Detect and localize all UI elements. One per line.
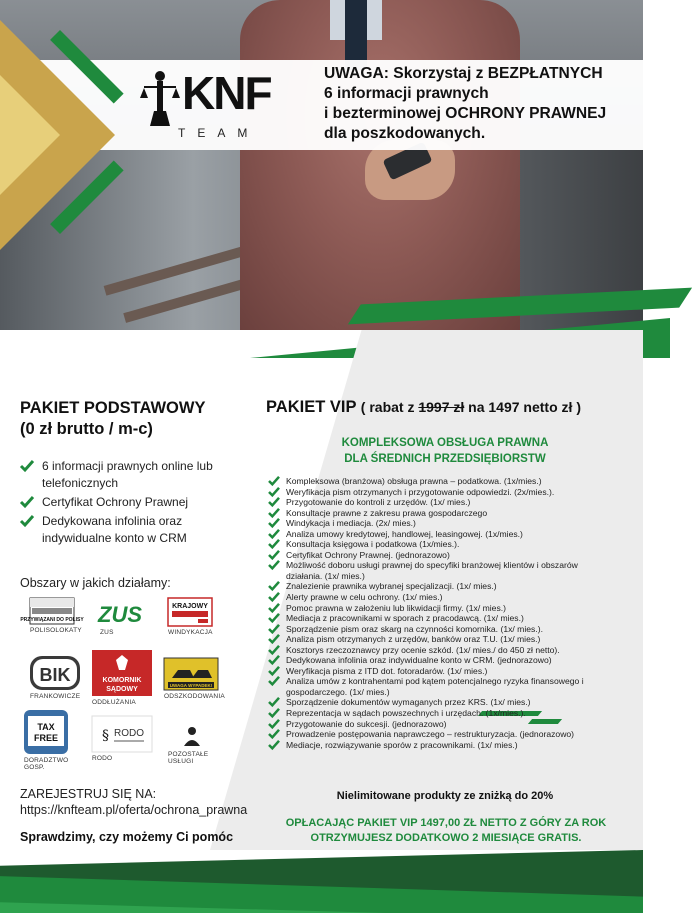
logo-mark: KNF	[182, 67, 271, 119]
list-item-text: 6 informacji prawnych online lub telefonicznych	[42, 459, 213, 490]
list-item-text: Certyfikat Ochrony Prawnej. (jednorazowo)	[286, 549, 450, 560]
area-label: POZOSTAŁE USŁUGI	[168, 751, 209, 765]
basic-package-list	[20, 458, 250, 547]
check-icon	[268, 550, 280, 560]
vip-offer: OPŁACAJĄC PAKIET VIP 1497,00 ZŁ NETTO Z GÓRY ZA ROK OTRZYMUJESZ DODATKOWO 2 MIESIĄCE GRATIS.	[285, 817, 607, 844]
bik-icon	[30, 656, 80, 690]
list-item	[20, 458, 250, 492]
svg-text:ZUS: ZUS	[98, 602, 142, 627]
logo-sub: TEAM	[178, 126, 260, 140]
list-item-text: Weryfikacja pism otrzymanych i przygotowanie odpowiedzi. (2x/mies.).	[286, 486, 555, 497]
gold-chevron-inner	[0, 75, 60, 195]
area-label: WINDYKACJA	[168, 629, 213, 636]
svg-text:FREE: FREE	[33, 733, 59, 743]
svg-text:BIK: BIK	[39, 665, 71, 685]
svg-text:TAX: TAX	[37, 722, 55, 732]
area-rodo	[92, 716, 172, 762]
vip-discount: ( rabat z 1997 zł na 1497 netto zł )	[360, 399, 581, 415]
area-odszkodowania	[164, 658, 244, 700]
check-icon	[268, 719, 280, 729]
vip-subtitle: KOMPLEKSOWA OBSŁUGA PRAWNA DLA ŚREDNICH PRZEDSIĘBIORSTW	[341, 437, 549, 465]
list-item	[268, 729, 598, 740]
check-icon	[268, 508, 280, 518]
person-icon	[182, 726, 202, 748]
list-item-text: Certyfikat Ochrony Prawnej	[42, 495, 189, 509]
area-label: ZUS	[100, 629, 114, 636]
polisy-icon	[20, 598, 84, 624]
list-item-text: Analiza umowy kredytowej, handlowej, leasingowej. (1x/mies.)	[286, 528, 523, 539]
vip-package-title	[266, 398, 581, 417]
list-item-text: Kompleksowa (branżowa) obsługa prawna – podatkowa. (1x/mies.)	[286, 476, 542, 486]
list-item-text: Konsultacja księgowa i podatkowa (1x/mies.).	[286, 539, 460, 550]
list-item	[268, 676, 598, 697]
register-url[interactable]: https://knfteam.pl/oferta/ochrona_prawna	[20, 803, 248, 817]
list-item-text: Weryfikacja pisma z ITD dot. fotoradarów. (1x/ mies.)	[286, 665, 488, 676]
rodo-icon	[92, 716, 152, 752]
list-item-text: Reprezentacja w sądach powszechnych i urzędach. (1x/mies.).	[286, 708, 526, 719]
basic-package	[20, 398, 250, 549]
check-icon	[268, 476, 280, 486]
basic-package-title: PAKIET PODSTAWOWY (0 zł brutto / m-c)	[20, 399, 206, 438]
list-item	[268, 476, 598, 487]
check-icon	[268, 487, 280, 497]
check-icon	[268, 581, 280, 591]
list-item	[20, 494, 250, 511]
list-item	[268, 581, 598, 592]
area-windykacja	[168, 598, 248, 636]
check-icon	[268, 624, 280, 634]
check-icon	[268, 729, 280, 739]
list-item-text: Przygotowanie do sukcesji. (jednorazowo)	[286, 718, 447, 729]
list-item	[268, 592, 598, 603]
zus-icon	[100, 600, 140, 626]
check-icon	[268, 592, 280, 602]
list-item	[268, 666, 598, 677]
list-item-text: Pomoc prawna w założeniu lub likwidacji firmy. (1x/ mies.)	[286, 602, 507, 613]
check-icon	[268, 613, 280, 623]
check-icon	[268, 603, 280, 613]
vip-package-list	[268, 476, 598, 750]
headline: UWAGA: Skorzystaj z BEZPŁATNYCH 6 informacji prawnych i bezterminowej OCHRONY PRAWNEJ dla poszkodowanych.	[324, 65, 607, 142]
check-icon	[20, 460, 34, 472]
list-item	[268, 497, 598, 508]
list-item	[268, 740, 598, 751]
list-item-text: Analiza pism otrzymanych z urzędów, banków oraz T.U. (1x/ mies.)	[286, 634, 541, 645]
list-item-text: Konsultacje prawne z zakresu prawa gospodarczego	[286, 507, 488, 518]
old-price: 1997 zł	[418, 399, 465, 415]
check-icon	[268, 655, 280, 665]
check-icon	[268, 697, 280, 707]
register-info	[20, 786, 247, 818]
car-crash-icon	[164, 658, 218, 690]
list-item-text: Analiza umów z kontrahentami pod kątem potencjalnego ryzyka finansowego i gospodarczego. (1x/ mies.)	[286, 676, 584, 697]
list-item	[268, 645, 598, 656]
list-item	[268, 603, 598, 614]
list-item	[268, 697, 598, 708]
check-icon	[20, 515, 34, 527]
list-item-text: Możliwość doboru usługi prawnej do specyfiki branżowej klientów i obszarów działania. (1x/ mies.)	[286, 560, 578, 581]
svg-text:KRAJOWY: KRAJOWY	[172, 603, 208, 610]
vip-title-text: PAKIET VIP	[266, 398, 357, 416]
list-item-text: Mediacje, rozwiązywanie sporów z pracownikami. (1x/ mies.)	[286, 739, 518, 750]
check-icon	[268, 560, 280, 570]
lady-justice-icon	[140, 70, 180, 126]
list-item-text: Alerty prawne w celu ochrony. (1x/ mies.)	[286, 592, 443, 603]
list-item	[268, 634, 598, 645]
list-item	[20, 513, 250, 547]
svg-text:§: §	[102, 728, 109, 744]
area-label: RODO	[92, 755, 113, 762]
check-icon	[268, 539, 280, 549]
list-item	[268, 560, 598, 581]
list-item-text: Przygotowanie do kontroli z urzędów. (1x/ mies.)	[286, 497, 471, 508]
list-item	[268, 529, 598, 540]
list-item	[268, 518, 598, 529]
list-item	[268, 487, 598, 498]
register-label: ZAREJESTRUJ SIĘ NA:	[20, 787, 157, 801]
komornik-icon	[92, 650, 152, 696]
check-icon	[268, 676, 280, 686]
area-label: ODSZKODOWANIA	[164, 693, 225, 700]
area-label: DORADZTWO GOSP.	[24, 757, 69, 771]
check-icon	[268, 529, 280, 539]
list-item	[268, 624, 598, 635]
svg-text:RODO: RODO	[114, 728, 144, 739]
svg-text:SĄDOWY: SĄDOWY	[106, 686, 138, 693]
svg-text:PRZYWIĄZANI DO POLISY: PRZYWIĄZANI DO POLISY	[20, 617, 84, 623]
check-icon	[20, 496, 34, 508]
areas-title: Obszary w jakich działamy:	[20, 576, 171, 590]
list-item	[268, 539, 598, 550]
list-item-text: Prowadzenie postępowania naprawczego – restrukturyzacja. (jednorazowo)	[286, 729, 575, 740]
list-item-text: Sporządzenie dokumentów wymaganych przez KRS. (1x/ mies.)	[286, 697, 531, 708]
check-icon	[268, 666, 280, 676]
check-icon	[268, 645, 280, 655]
area-pozostale	[168, 726, 248, 765]
tax-free-icon	[24, 710, 68, 754]
list-item	[268, 708, 598, 719]
list-item-text: Sporządzenie pism oraz skarg na czynności komornika. (1x/ mies.).	[286, 623, 543, 634]
list-item	[268, 550, 598, 561]
list-item	[268, 613, 598, 624]
svg-text:UWAGA WYPADEK!: UWAGA WYPADEK!	[169, 683, 213, 688]
list-item-text: Kosztorys rzeczoznawcy przy ocenie szkód. (1x/ mies./ do 450 zł netto).	[286, 644, 560, 655]
list-item-text: Dedykowana infolinia oraz indywidualne konto w CRM	[42, 514, 187, 545]
knf-team-logo	[138, 66, 288, 148]
area-oddluzania	[92, 650, 172, 706]
svg-text:KOMORNIK: KOMORNIK	[102, 677, 142, 684]
check-icon	[268, 708, 280, 718]
list-item-text: Mediacja z pracownikami w sporach z pracodawcą. (1x/ mies.)	[286, 613, 524, 624]
list-item	[268, 655, 598, 666]
cta-text: Sprawdzimy, czy możemy Ci pomóc	[20, 830, 234, 844]
check-icon	[268, 518, 280, 528]
krajowy-rejestr-icon	[168, 598, 212, 626]
list-item	[268, 508, 598, 519]
list-item	[268, 719, 598, 730]
check-icon	[268, 634, 280, 644]
unlimited-note: Nielimitowane produkty ze zniżką do 20%	[336, 790, 554, 802]
area-label: FRANKOWICZE	[30, 693, 81, 700]
check-icon	[268, 740, 280, 750]
list-item-text: Windykacja i mediacja. (2x/ mies.)	[286, 518, 416, 529]
area-label: ODDŁUŻANIA	[92, 699, 136, 706]
list-item-text: Znalezienie prawnika wybranej specjalizacji. (1x/ mies.)	[286, 581, 497, 592]
check-icon	[268, 497, 280, 507]
area-label: POLISOLOKATY	[30, 627, 82, 634]
list-item-text: Dedykowana infolinia oraz indywidualne konto w CRM. (jednorazowo)	[286, 655, 552, 666]
